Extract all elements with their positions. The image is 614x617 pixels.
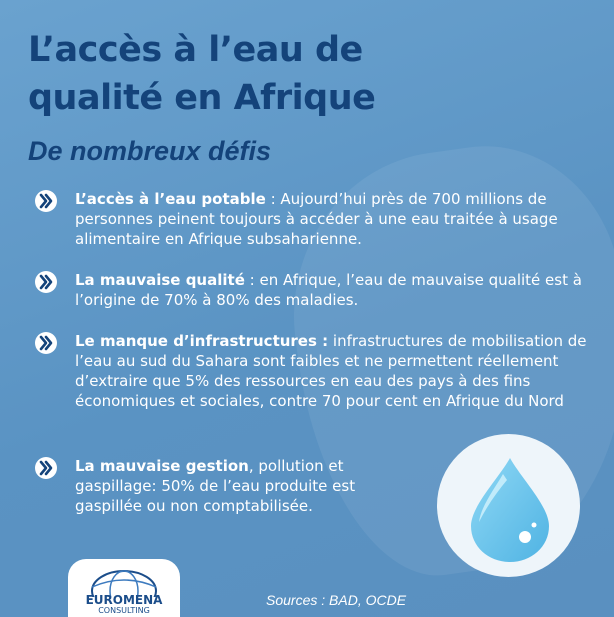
sources-caption: Sources : BAD, OCDE: [266, 592, 407, 608]
title-line-1: L’accès à l’eau de: [28, 30, 363, 70]
chevron-right-icon: [35, 457, 57, 479]
chevron-right-icon: [35, 271, 57, 293]
chevron-right-icon: [35, 332, 57, 354]
list-item-body: : en Afrique, l’eau de mauvaise qualité est à l’origine de 70% à 80% des maladies.: [75, 271, 582, 309]
logo-name: EUROMENA: [85, 593, 163, 607]
list-item-heading: L’accès à l’eau potable: [75, 190, 266, 208]
water-drop-illustration: [437, 434, 580, 577]
list-item-manque-infrastructures: [35, 331, 595, 411]
list-item-heading: La mauvaise qualité: [75, 271, 245, 289]
list-item-heading: Le manque d’infrastructures :: [75, 332, 329, 350]
list-item-body: infrastructures de mobilisation de l’eau au sud du Sahara sont faibles et ne permettent réellement d’extraire que 5% des ressources en eau des pays à des fins économiques et sociales, contre 70 pour cent en Afrique du Nord: [75, 332, 587, 410]
page-subtitle: De nombreux défis: [28, 136, 272, 166]
list-item-body: , pollution et gaspillage: 50% de l’eau produite est gaspillée ou non comptabilisée.: [75, 457, 356, 515]
list-item-text: [75, 456, 395, 516]
list-item-text: [75, 331, 595, 411]
list-item-text: [75, 189, 595, 249]
list-item-mauvaise-gestion: [35, 456, 395, 516]
list-item-body: : Aujourd’hui près de 700 millions de personnes peinent toujours à accéder à une eau traitée à usage alimentaire en Afrique subsaharienne.: [75, 190, 558, 248]
list-item-mauvaise-qualite: [35, 270, 595, 310]
chevron-right-icon: [35, 190, 57, 212]
euromena-logo: [68, 559, 180, 617]
list-item-heading: La mauvaise gestion: [75, 457, 249, 475]
list-item-text: [75, 270, 595, 310]
page-title: [28, 26, 498, 122]
water-drop-icon: [437, 434, 580, 577]
list-item-acces-eau-potable: [35, 189, 595, 249]
logo-subname: CONSULTING: [98, 606, 150, 615]
title-line-2: qualité en Afrique: [28, 78, 376, 118]
